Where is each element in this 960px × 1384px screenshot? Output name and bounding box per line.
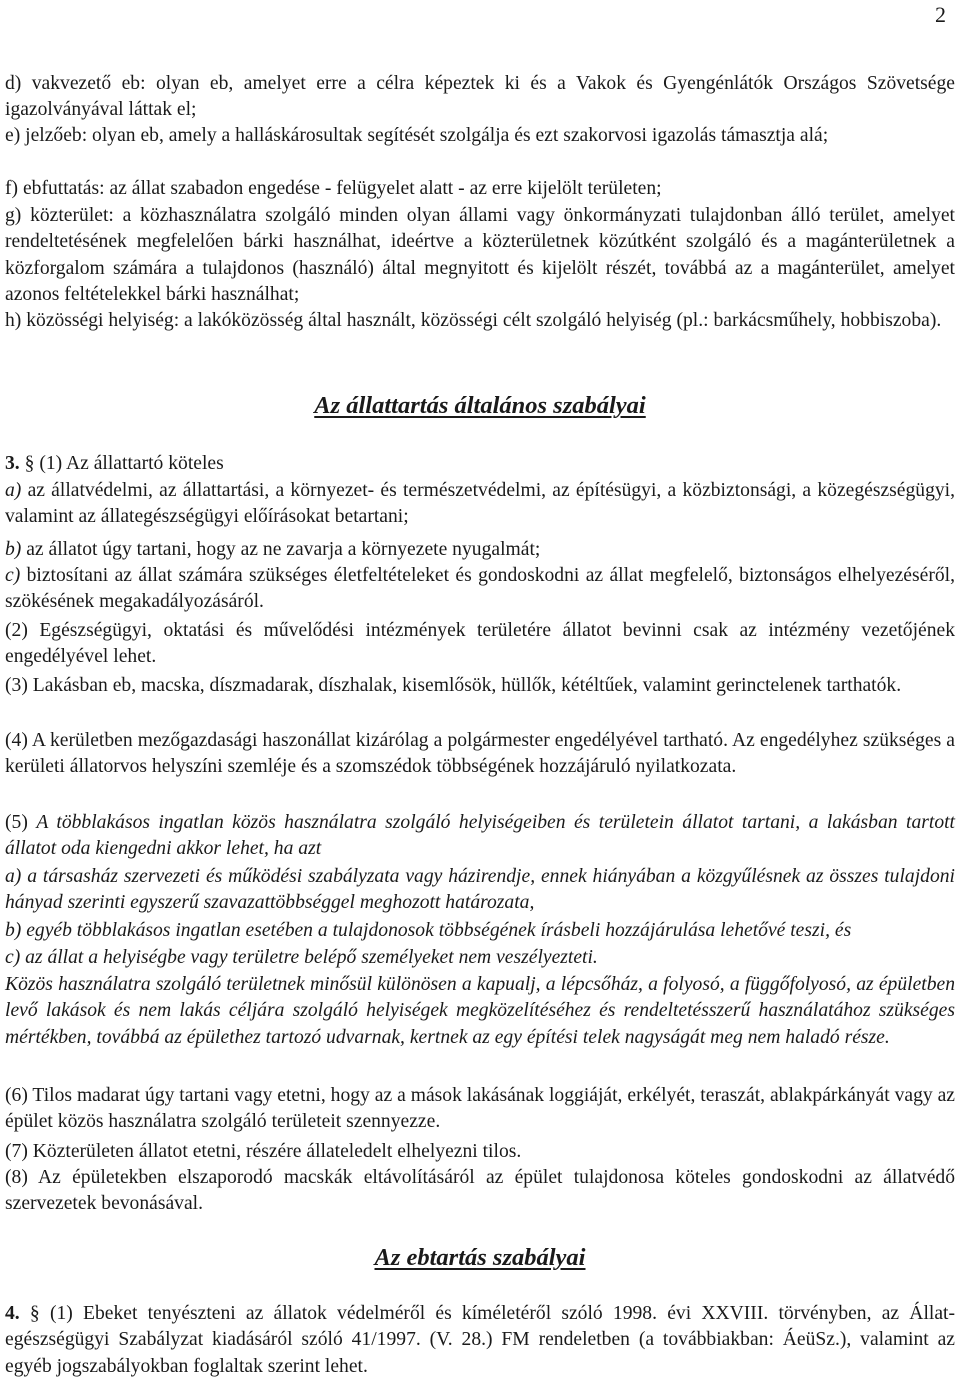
point-a-text: az állatvédelmi, az állattartási, a környezet- és természetvédelmi, az építésügyi, a közbiztonsági, a közegészségügyi, valamint az állategészségügyi előírásokat betartani; xyxy=(5,480,955,528)
paragraph-1-intro: (1) Az állattartó köteles xyxy=(39,453,224,474)
point-a xyxy=(5,478,955,531)
paragraph-7: (7) Közterületen állatot etetni, részére állateledelt elhelyezni tilos. xyxy=(5,1141,522,1162)
point-b xyxy=(5,537,955,563)
section-4-paragraph-1 xyxy=(5,1301,955,1380)
paragraph-5-number: (5) xyxy=(5,812,28,833)
paragraph-2: (2) Egészségügyi, oktatási és művelődési intézmények területére állatot bevinni csak az intézmény vezetőjének engedélyével lehet. xyxy=(5,620,955,668)
definition-f: f) ebfuttatás: az állat szabadon engedése - felügyelet alatt - az erre kijelölt területen; xyxy=(5,178,662,199)
section-sign: § xyxy=(29,1303,40,1324)
definition-e: e) jelzőeb: olyan eb, amely a halláskárosultak segítését szolgálja és ezt szakorvosi igazolás támasztja alá; xyxy=(5,125,829,146)
page-number: 2 xyxy=(935,2,946,27)
paragraph-6: (6) Tilos madarat úgy tartani vagy etetni, hogy az a mások lakásának loggiáját, erkélyét, teraszát, ablakpárkányát vagy az épület közös használatra szolgáló területeit szennyezze. xyxy=(5,1085,955,1133)
definition-h: h) közösségi helyiség: a lakóközösség által használt, közösségi célt szolgáló helyiség (pl.: barkácsműhely, hobbiszoba). xyxy=(5,310,942,331)
paragraph-8: (8) Az épületekben elszaporodó macskák eltávolításáról az épület tulajdonosa köteles gondoskodni az állatvédő szervezetek bevonásával. xyxy=(5,1167,955,1215)
paragraph-5-text: A többlakásos ingatlan közös használatra szolgáló helyiségeiben és területein állatot tartani, a lakásban tartott állatot oda kiengedni akkor lehet, ha azt xyxy=(5,812,955,860)
point-c xyxy=(5,563,955,616)
paragraph-5-note: Közös használatra szolgáló területnek minősül különösen a kapualj, a lépcsőház, a folyosó, a függőfolyosó, az épületben levő lakások és nem lakás céljára szolgáló helyiségek megközelítéséhez és rendeltetésszerű használatához szükséges mértékben, továbbá az épülethez tartozó udvarnak, kertnek az egy építési telek nagyságát meg nem haladó része. xyxy=(5,974,955,1048)
point-a-label: a) xyxy=(5,480,22,501)
paragraph-5-point-a: a) a társasház szervezeti és működési szabályzata vagy házirendje, ennek hiányában a közgyűlésnek az összes tulajdoni hányad szerinti egyszerű szavazattöbbséggel meghozott határozata, xyxy=(5,866,955,914)
section-sign: § xyxy=(24,453,35,474)
section-3-paragraph-1 xyxy=(5,451,955,477)
point-b-label: b) xyxy=(5,539,22,560)
point-b-text: az állatot úgy tartani, hogy az ne zavarja a környezete nyugalmát; xyxy=(26,539,541,560)
section-number: 3. xyxy=(5,453,20,474)
paragraph-5-point-c: c) az állat a helyiségbe vagy területre belépő személyeket nem veszélyezteti. xyxy=(5,947,598,968)
section-heading-dog-rules: Az ebtartás szabályai xyxy=(374,1244,586,1271)
section-number: 4. xyxy=(5,1303,20,1324)
section-heading-general-rules: Az állattartás általános szabályai xyxy=(314,392,646,419)
point-c-label: c) xyxy=(5,565,21,586)
section-4-paragraph-1-text: (1) Ebeket tenyészteni az állatok védelméről és kíméletéről szóló 1998. évi XXVIII. törvényben, az Állat-egészségügyi Szabályzat kiadásáról szóló 41/1997. (V. 28.) FM rendeletben (a továbbiakban: ÁeüSz.), valamint az egyéb jogszabályokban foglaltak szerint lehet. xyxy=(5,1303,956,1377)
definition-d: d) vakvezető eb: olyan eb, amelyet erre a célra képeztek ki és a Vakok és Gyengénlátók Országos Szövetsége igazolványával láttak el; xyxy=(5,73,955,121)
definition-g: g) közterület: a közhasználatra szolgáló minden olyan állami vagy önkormányzati tulajdonban álló terület, amelyet rendeltetésének megfelelően bárki használhat, ideértve a közterületnek közútként szolgáló és a magánterületnek a közforgalom számára a tulajdonos (használó) által megnyitott és kijelölt részét, továbbá az a magánterület, amelyet azonos feltételekkel bárki használhat; xyxy=(5,205,955,305)
paragraph-5-point-b: b) egyéb többlakásos ingatlan esetében a tulajdonosok többségének írásbeli hozzájárulása lehetővé teszi, és xyxy=(5,920,852,941)
paragraph-4: (4) A kerületben mezőgazdasági haszonállat kizárólag a polgármester engedélyével tartható. Az engedélyhez szükséges a kerületi állatorvos helyszíni szemléje és a szomszédok többségének hozzájáruló nyilatkozata. xyxy=(5,730,955,778)
point-c-text: biztosítani az állat számára szükséges életfeltételeket és gondoskodni az állat megfelelő, biztonságos elhelyezéséről, szökésének megakadályozásáról. xyxy=(5,565,955,613)
paragraph-3: (3) Lakásban eb, macska, díszmadarak, díszhalak, kisemlősök, hüllők, kétéltűek, valamint gerinctelenek tarthatók. xyxy=(5,675,902,696)
paragraph-5 xyxy=(5,810,955,863)
